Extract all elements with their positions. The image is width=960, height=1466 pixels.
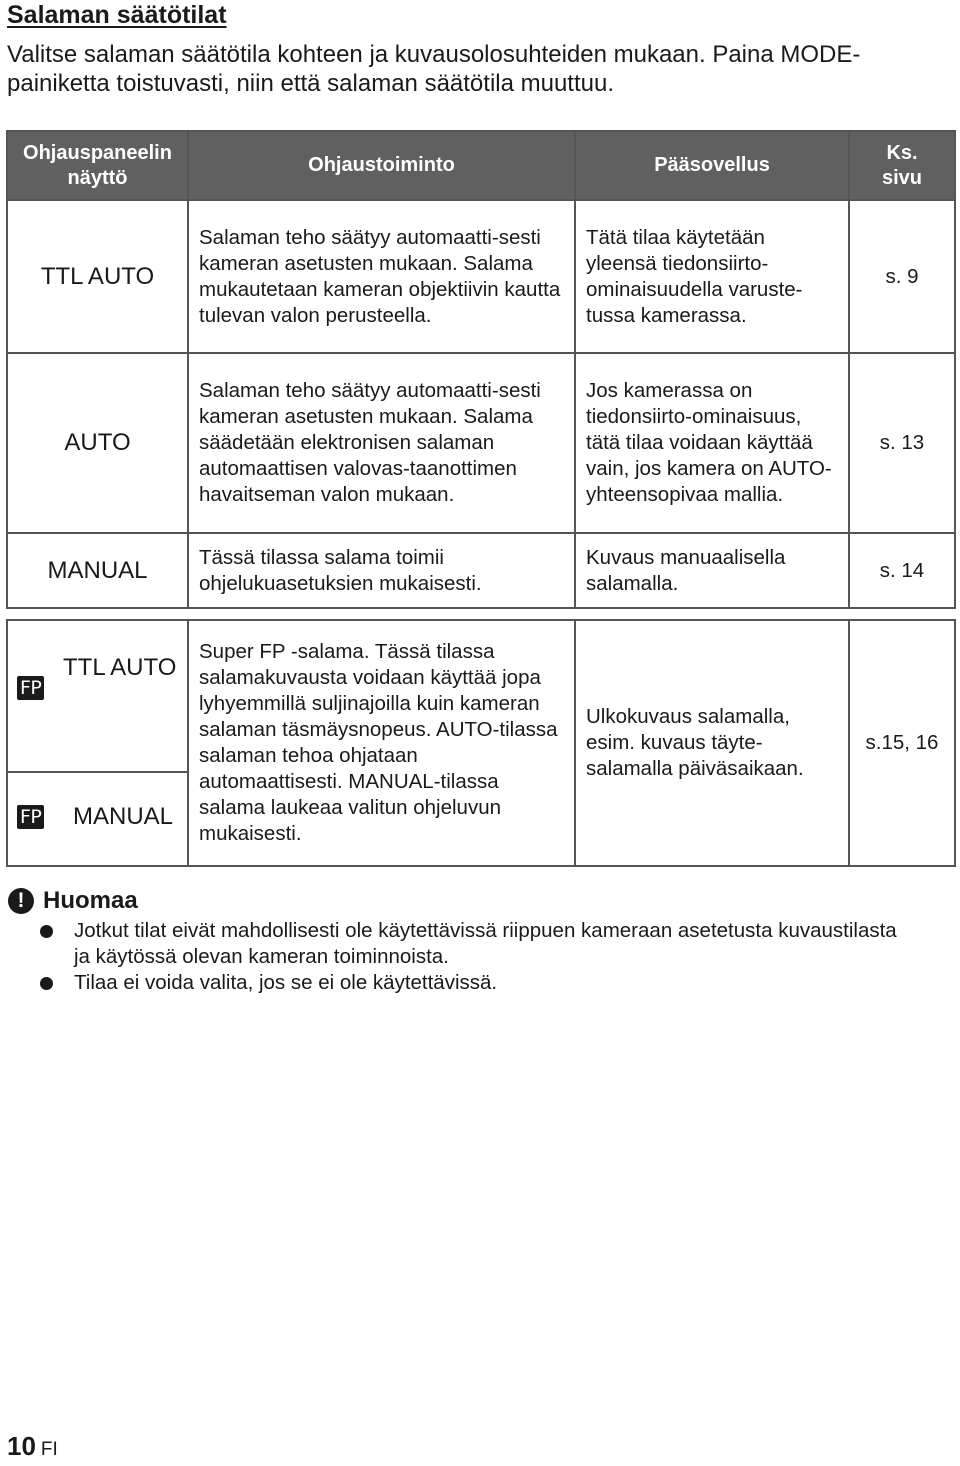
note-heading	[8, 887, 138, 915]
table-row	[7, 533, 955, 608]
mode-display: TTL AUTO	[7, 200, 188, 353]
fp-ttl-auto-display	[7, 620, 188, 866]
table-row	[7, 620, 955, 866]
mode-display: AUTO	[7, 353, 188, 533]
note-list	[36, 918, 916, 996]
page-title: Salaman säätötilat	[7, 1, 227, 29]
flash-mode-table	[6, 130, 956, 867]
bullet-icon	[40, 925, 53, 938]
mode-application: Tätä tilaa käytetään yleensä tiedonsiirto-ominaisuudella varuste-tussa kamerassa.	[575, 200, 849, 353]
page-number: 10	[7, 1431, 36, 1461]
fp-mode-label: MANUAL	[73, 803, 174, 830]
mode-application: Kuvaus manuaalisella salamalla.	[575, 533, 849, 608]
language-code: FI	[40, 1439, 58, 1460]
mode-function: Salaman teho säätyy automaatti-sesti kameran asetusten mukaan. Salama mukautetaan kameran objektiivin kautta tulevan valon perusteella.	[188, 200, 575, 353]
mode-display: MANUAL	[7, 533, 188, 608]
mode-application: Ulkokuvaus salamalla, esim. kuvaus täyte-salamalla päiväsaikaan.	[575, 620, 849, 866]
table-row-spacer	[7, 608, 955, 620]
note-text: Jotkut tilat eivät mahdollisesti ole käytettävissä riippuen kameraan asetetusta kuvaustilasta ja käytössä olevan kameran toiminnoista.	[74, 919, 897, 968]
header-display: Ohjauspaneelin näyttö	[7, 131, 188, 200]
intro-paragraph: Valitse salaman säätötila kohteen ja kuvausolosuhteiden mukaan. Paina MODE-painiketta toistuvasti, niin että salaman säätötila muuttuu.	[7, 41, 861, 97]
mode-page-ref: s.15, 16	[849, 620, 955, 866]
fp-badge-icon: FP	[17, 805, 44, 829]
exclamation-icon: !	[8, 888, 34, 914]
mode-application: Jos kamerassa on tiedonsiirto-ominaisuus, tätä tilaa voidaan käyttää vain, jos kamera on AUTO-yhteensopivaa mallia.	[575, 353, 849, 533]
mode-page-ref: s. 13	[849, 353, 955, 533]
table-header-row	[7, 131, 955, 200]
list-item	[36, 918, 916, 970]
bullet-icon	[40, 977, 53, 990]
fp-badge-icon: FP	[17, 676, 44, 700]
row-gap	[7, 608, 955, 620]
mode-function: Salaman teho säätyy automaatti-sesti kameran asetusten mukaan. Salama säädetään elektronisen salaman automaattisen valovas-taanottimen havaitseman valon mukaan.	[188, 353, 575, 533]
cell-divider	[6, 771, 189, 773]
mode-page-ref: s. 14	[849, 533, 955, 608]
header-application: Pääsovellus	[575, 131, 849, 200]
header-page: Ks. sivu	[849, 131, 955, 200]
table-row	[7, 200, 955, 353]
mode-page-ref: s. 9	[849, 200, 955, 353]
table-row	[7, 353, 955, 533]
fp-mode-label: TTL AUTO	[63, 654, 177, 681]
mode-function: Super FP -salama. Tässä tilassa salamakuvausta voidaan käyttää jopa lyhyemmillä suljinajoilla kuin kameran salaman täsmäysnopeus. AUTO-tilassa salaman tehoa ohjataan automaattisesti. MANUAL-tilassa salama laukeaa valitun ohjeluvun mukaisesti.	[188, 620, 575, 866]
list-item	[36, 970, 916, 996]
header-function: Ohjaustoiminto	[188, 131, 575, 200]
page-footer	[7, 1430, 58, 1466]
mode-function: Tässä tilassa salama toimii ohjelukuasetuksien mukaisesti.	[188, 533, 575, 608]
note-text: Tilaa ei voida valita, jos se ei ole käytettävissä.	[74, 971, 498, 994]
note-title: Huomaa	[43, 887, 138, 914]
